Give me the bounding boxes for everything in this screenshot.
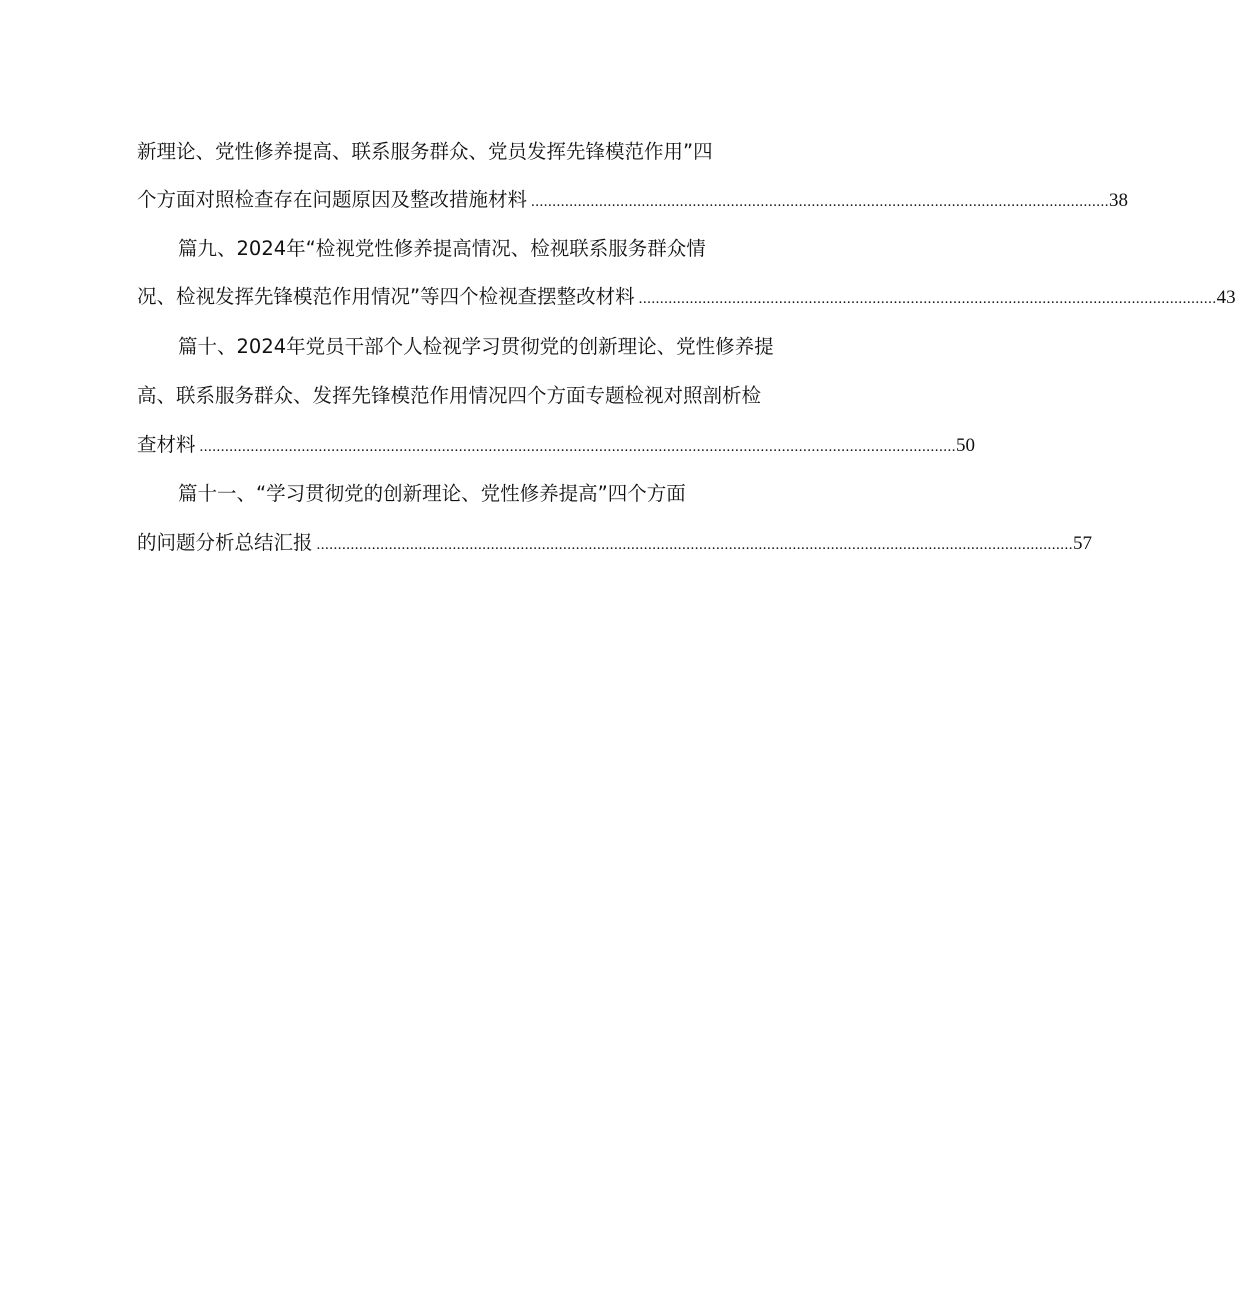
dot-leader: .................................................................................................................................................................................. — [199, 439, 957, 455]
toc-entry-text: 篇十、2024年党员干部个人检视学习贯彻党的创新理论、党性修养提 — [178, 335, 774, 358]
toc-entry-text: 况、检视发挥先锋模范作用情况”等四个检视查摆整改材料 — [137, 285, 635, 308]
toc-entry-2-line-2[interactable] — [137, 277, 1236, 317]
toc-entry-2-line-1 — [178, 229, 706, 269]
toc-page-number: 38 — [1109, 190, 1129, 211]
toc-entry-1-line-1 — [137, 132, 713, 172]
toc-entry-text: 的问题分析总结汇报 — [137, 531, 313, 554]
toc-page-number: 57 — [1073, 533, 1093, 554]
toc-entry-1-line-2[interactable] — [137, 180, 1129, 220]
toc-entry-text: 新理论、党性修养提高、联系服务群众、党员发挥先锋模范作用”四 — [137, 140, 713, 163]
toc-entry-text: 查材料 — [137, 433, 196, 456]
dot-leader: .................................................................................................................................................................................. — [316, 537, 1074, 553]
toc-entry-3-line-3[interactable] — [137, 425, 976, 465]
toc-entry-text: 篇九、2024年“检视党性修养提高情况、检视联系服务群众情 — [178, 237, 706, 260]
toc-entry-4-line-1 — [178, 474, 686, 514]
toc-entry-text: 个方面对照检查存在问题原因及整改措施材料 — [137, 188, 528, 211]
dot-leader: ........................................................................................................................................ — [531, 194, 1110, 210]
toc-page-number: 43 — [1216, 287, 1236, 308]
toc-entry-text: 篇十一、“学习贯彻党的创新理论、党性修养提高”四个方面 — [178, 482, 686, 505]
dot-leader: ........................................................................................................................................ — [638, 291, 1217, 307]
toc-entry-4-line-2[interactable] — [137, 523, 1093, 563]
toc-page-number: 50 — [956, 435, 976, 456]
toc-entry-text: 高、联系服务群众、发挥先锋模范作用情况四个方面专题检视对照剖析检 — [137, 384, 762, 407]
toc-entry-3-line-2 — [137, 376, 761, 416]
toc-entry-3-line-1 — [178, 327, 774, 367]
